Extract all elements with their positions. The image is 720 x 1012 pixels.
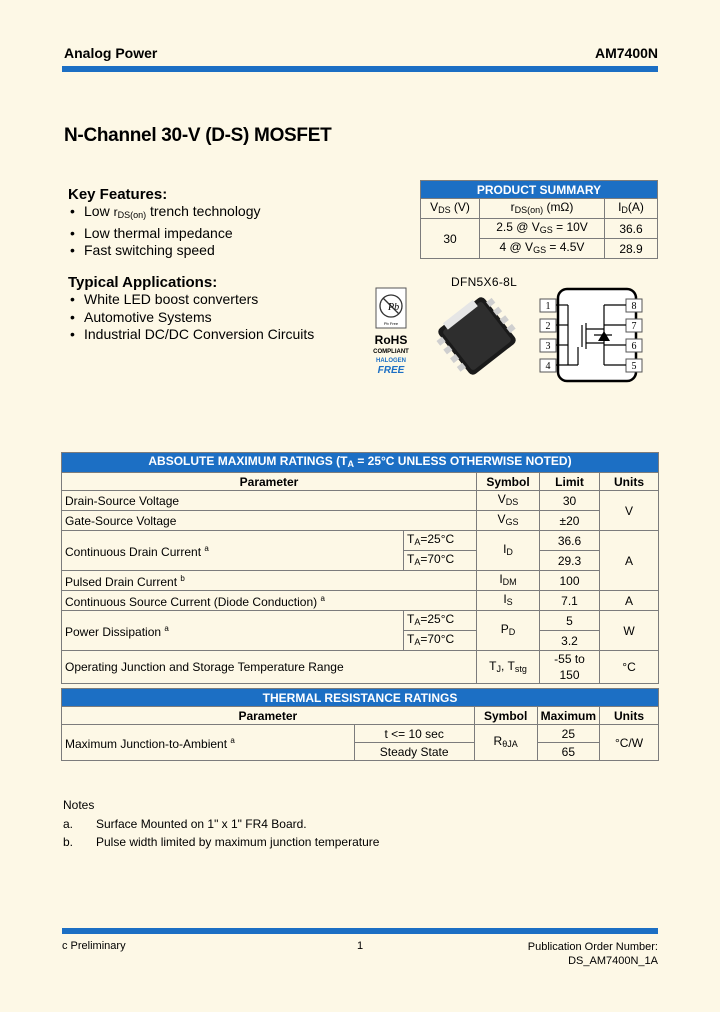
vds-header: $V_{DS}$ (V)	[421, 199, 480, 219]
brand-name: Analog Power	[64, 45, 158, 61]
key-features-heading: Key Features:	[68, 186, 168, 203]
rds-cond: 4 @ $V_{GS} = 4.5V$	[480, 239, 605, 259]
absolute-max-ratings-table	[61, 452, 659, 684]
col-header: Units	[600, 473, 659, 491]
page-title: N-Channel 30-V (D-S) MOSFET	[64, 125, 332, 146]
package-image	[434, 293, 520, 379]
pin-label: 7	[631, 321, 637, 332]
svg-text:Pb Free: Pb Free	[383, 321, 399, 326]
thermal-resistance-table	[61, 688, 659, 761]
col-header: Maximum	[537, 707, 599, 725]
pin-label: 3	[545, 341, 551, 352]
id-value: 28.9	[605, 239, 658, 259]
pinout-diagram	[538, 285, 658, 385]
thermal-title: THERMAL RESISTANCE RATINGS	[62, 689, 659, 707]
rds-cond: 2.5 @ $V_{GS} = 10V$	[480, 219, 605, 239]
note-item: b. Pulse width limited by maximum junction temperature	[63, 835, 380, 849]
footer-status: c Preliminary	[62, 940, 126, 952]
list-item: • Low $r_{DS(on)}$ trench technology	[68, 203, 368, 225]
footer-rule	[62, 928, 658, 934]
table-row: Continuous Source Current (Diode Conduction) $^a$ $I_S$ 7.1 A	[62, 591, 659, 611]
table-row: Gate-Source Voltage $V_{GS}$ ±20	[62, 511, 659, 531]
list-item: • Automotive Systems	[68, 309, 388, 327]
pin-label: 5	[631, 361, 637, 372]
svg-text:Pb: Pb	[388, 302, 400, 313]
col-header: Symbol	[477, 473, 540, 491]
note-item: a. Surface Mounted on 1" x 1" FR4 Board.	[63, 817, 307, 831]
col-header: Limit	[540, 473, 600, 491]
pb-free-icon	[364, 286, 418, 332]
pin-label: 6	[631, 341, 637, 352]
page-number: 1	[357, 940, 364, 952]
notes-heading: Notes	[63, 798, 95, 812]
typical-applications-heading: Typical Applications:	[68, 274, 218, 291]
id-value: 36.6	[605, 219, 658, 239]
col-header: Parameter	[62, 473, 477, 491]
rds-header: $r_{DS(on)}$ (mΩ)	[480, 199, 605, 219]
product-summary-table	[420, 180, 658, 259]
pin-label: 4	[545, 361, 551, 372]
table-row: Maximum Junction-to-Ambient $^a$ t <= 10 sec $R_{\theta JA}$ 25 °C/W	[62, 725, 659, 743]
key-features	[68, 186, 368, 260]
typical-applications	[68, 274, 388, 344]
table-row: $T_A=70^\circ C$ 3.2	[62, 631, 659, 651]
list-item: • Low thermal impedance	[68, 225, 368, 243]
col-header: Symbol	[474, 707, 537, 725]
pin-label: 1	[545, 301, 551, 312]
table-row: Pulsed Drain Current $^b$ $I_{DM}$ 100	[62, 571, 659, 591]
table-row: Continuous Drain Current $^a$ $T_A=25^\circ C$ $I_D$ 36.6 A	[62, 531, 659, 551]
vds-value: 30	[421, 219, 480, 259]
publication-number: Publication Order Number: DS_AM7400N_1A	[527, 941, 658, 967]
id-header: $I_D(A)$	[605, 199, 658, 219]
col-header: Parameter	[62, 707, 475, 725]
table-row: Steady State 65	[62, 743, 659, 761]
product-summary-title: PRODUCT SUMMARY	[421, 181, 658, 199]
table-row: $T_A=70^\circ C$ 29.3	[62, 551, 659, 571]
header-rule	[62, 66, 658, 72]
rohs-badge: Pb Pb Free RoHS COMPLIANT HALOGEN FREE	[364, 286, 418, 382]
list-item: • White LED boost converters	[68, 291, 388, 309]
list-item: • Industrial DC/DC Conversion Circuits	[68, 326, 388, 344]
amr-title: ABSOLUTE MAXIMUM RATINGS ($T_A = 25^\circ C$ UNLESS OTHERWISE NOTED)	[62, 453, 659, 473]
package-label: DFN5X6-8L	[451, 275, 518, 289]
table-row: Operating Junction and Storage Temperature Range $T_J$, $T_{stg}$ -55 to 150 °C	[62, 651, 659, 684]
pin-label: 8	[631, 301, 637, 312]
pin-label: 2	[545, 321, 551, 332]
col-header: Units	[600, 707, 659, 725]
table-row: Drain-Source Voltage $V_{DS}$ 30 V	[62, 491, 659, 511]
list-item: • Fast switching speed	[68, 242, 368, 260]
table-row: Power Dissipation $^a$ $T_A=25^\circ C$ $P_D$ 5 W	[62, 611, 659, 631]
part-number: AM7400N	[594, 45, 658, 61]
